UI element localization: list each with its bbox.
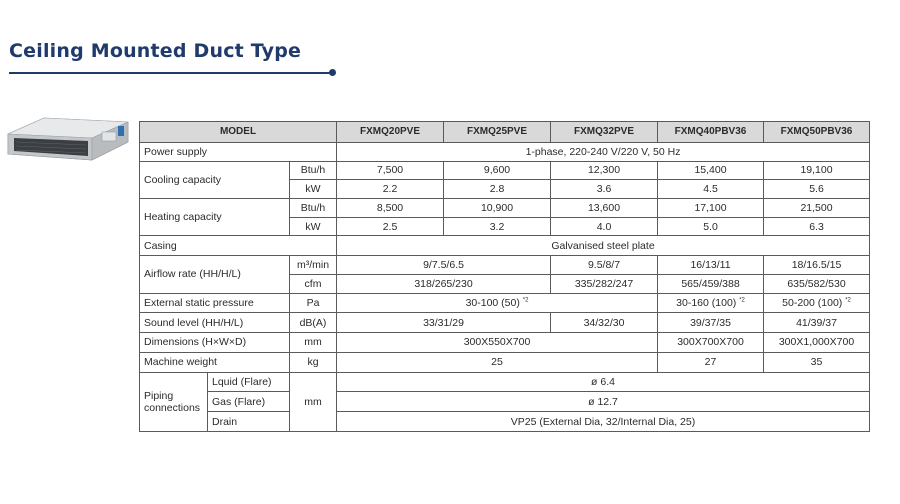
value-cell: 300X1,000X700: [764, 333, 870, 353]
unit-cell: Btu/h: [290, 161, 337, 180]
heating-capacity-label: Heating capacity: [140, 198, 290, 235]
unit-cell: m³/min: [290, 256, 337, 275]
drain-value: VP25 (External Dia, 32/Internal Dia, 25): [337, 412, 870, 432]
casing-value: Galvanised steel plate: [337, 236, 870, 256]
power-supply-value: 1-phase, 220-240 V/220 V, 50 Hz: [337, 142, 870, 161]
model-fxmq50pbv36: FXMQ50PBV36: [764, 122, 870, 143]
page-title: Ceiling Mounted Duct Type: [9, 40, 302, 62]
value-cell: 3.2: [444, 217, 551, 236]
value-cell: 30-100 (50) $^{*2}$: [337, 293, 658, 313]
value-cell: 2.2: [337, 180, 444, 199]
dimensions-label: Dimensions (H×W×D): [140, 333, 290, 353]
footnote-marker: *2: [522, 297, 529, 304]
value-cell: 8,500: [337, 198, 444, 217]
casing-row: [140, 236, 870, 256]
power-supply-label: Power supply: [140, 142, 337, 161]
drain-label: Drain: [208, 412, 290, 432]
value-cell: 21,500: [764, 198, 870, 217]
value-cell: 13,600: [551, 198, 658, 217]
value-cell: 41/39/37: [764, 313, 870, 333]
sound-level-row: [140, 313, 870, 333]
value-cell: 9/7.5/6.5: [337, 256, 551, 275]
value-cell: 300X700X700: [658, 333, 764, 353]
value-cell: 318/265/230: [337, 274, 551, 293]
unit-cell: dB(A): [290, 313, 337, 333]
value-cell: 27: [658, 352, 764, 372]
value-cell: 335/282/247: [551, 274, 658, 293]
model-fxmq25pve: FXMQ25PVE: [444, 122, 551, 143]
airflow-rate-label: Airflow rate (HH/H/L): [140, 256, 290, 293]
value-cell: 4.0: [551, 217, 658, 236]
airflow-m3-row: [140, 256, 870, 275]
piping-drain-row: [140, 412, 870, 432]
unit-cell: cfm: [290, 274, 337, 293]
unit-cell: kW: [290, 180, 337, 199]
liquid-flare-label: Lquid (Flare): [208, 372, 290, 392]
value-cell: 12,300: [551, 161, 658, 180]
static-pressure-label: External static pressure: [140, 293, 290, 313]
value-cell: 565/459/388: [658, 274, 764, 293]
duct-unit-illustration: [4, 112, 132, 164]
value-cell: 39/37/35: [658, 313, 764, 333]
sound-level-label: Sound level (HH/H/L): [140, 313, 290, 333]
value-cell: 9.5/8/7: [551, 256, 658, 275]
value-cell: 2.8: [444, 180, 551, 199]
value-cell: 10,900: [444, 198, 551, 217]
value-cell: 15,400: [658, 161, 764, 180]
static-pressure-row: [140, 293, 870, 313]
heating-btu-row: [140, 198, 870, 217]
value-cell: 3.6: [551, 180, 658, 199]
model-header: MODEL: [140, 122, 337, 143]
cooling-btu-row: [140, 161, 870, 180]
unit-cell: Pa: [290, 293, 337, 313]
liquid-flare-value: ø 6.4: [337, 372, 870, 392]
piping-connections-label: Piping connections: [140, 372, 208, 431]
gas-flare-label: Gas (Flare): [208, 392, 290, 412]
piping-liquid-row: [140, 372, 870, 392]
header-row: [140, 122, 870, 143]
casing-label: Casing: [140, 236, 337, 256]
value-cell: 30-160 (100) $^{*2}$: [658, 293, 764, 313]
title-underline-dot: [329, 69, 336, 76]
value-cell: 6.3: [764, 217, 870, 236]
title-underline: [9, 72, 331, 74]
cooling-capacity-label: Cooling capacity: [140, 161, 290, 198]
piping-gas-row: [140, 392, 870, 412]
gas-flare-value: ø 12.7: [337, 392, 870, 412]
machine-weight-row: [140, 352, 870, 372]
value-cell: 4.5: [658, 180, 764, 199]
value-cell: 33/31/29: [337, 313, 551, 333]
power-supply-row: [140, 142, 870, 161]
unit-cell: mm: [290, 333, 337, 353]
value-cell: 25: [337, 352, 658, 372]
value-cell: 19,100: [764, 161, 870, 180]
unit-cell: kW: [290, 217, 337, 236]
machine-weight-label: Machine weight: [140, 352, 290, 372]
dimensions-row: [140, 333, 870, 353]
value-cell: 18/16.5/15: [764, 256, 870, 275]
value-cell: 16/13/11: [658, 256, 764, 275]
value-cell: 300X550X700: [337, 333, 658, 353]
spec-table: [139, 121, 870, 432]
model-fxmq40pbv36: FXMQ40PBV36: [658, 122, 764, 143]
value-cell: 635/582/530: [764, 274, 870, 293]
footnote-marker: *2: [739, 297, 745, 304]
value-cell: 9,600: [444, 161, 551, 180]
value-cell: 34/32/30: [551, 313, 658, 333]
footnote-marker: *2: [845, 297, 851, 304]
value-cell: 50-200 (100) $^{*2}$: [764, 293, 870, 313]
value-cell: 5.0: [658, 217, 764, 236]
value-cell: 17,100: [658, 198, 764, 217]
value-cell: 5.6: [764, 180, 870, 199]
model-fxmq32pve: FXMQ32PVE: [551, 122, 658, 143]
unit-cell: Btu/h: [290, 198, 337, 217]
unit-cell: kg: [290, 352, 337, 372]
unit-cell: mm: [290, 372, 337, 431]
value-cell: 7,500: [337, 161, 444, 180]
value-cell: 35: [764, 352, 870, 372]
model-fxmq20pve: FXMQ20PVE: [337, 122, 444, 143]
value-cell: 2.5: [337, 217, 444, 236]
